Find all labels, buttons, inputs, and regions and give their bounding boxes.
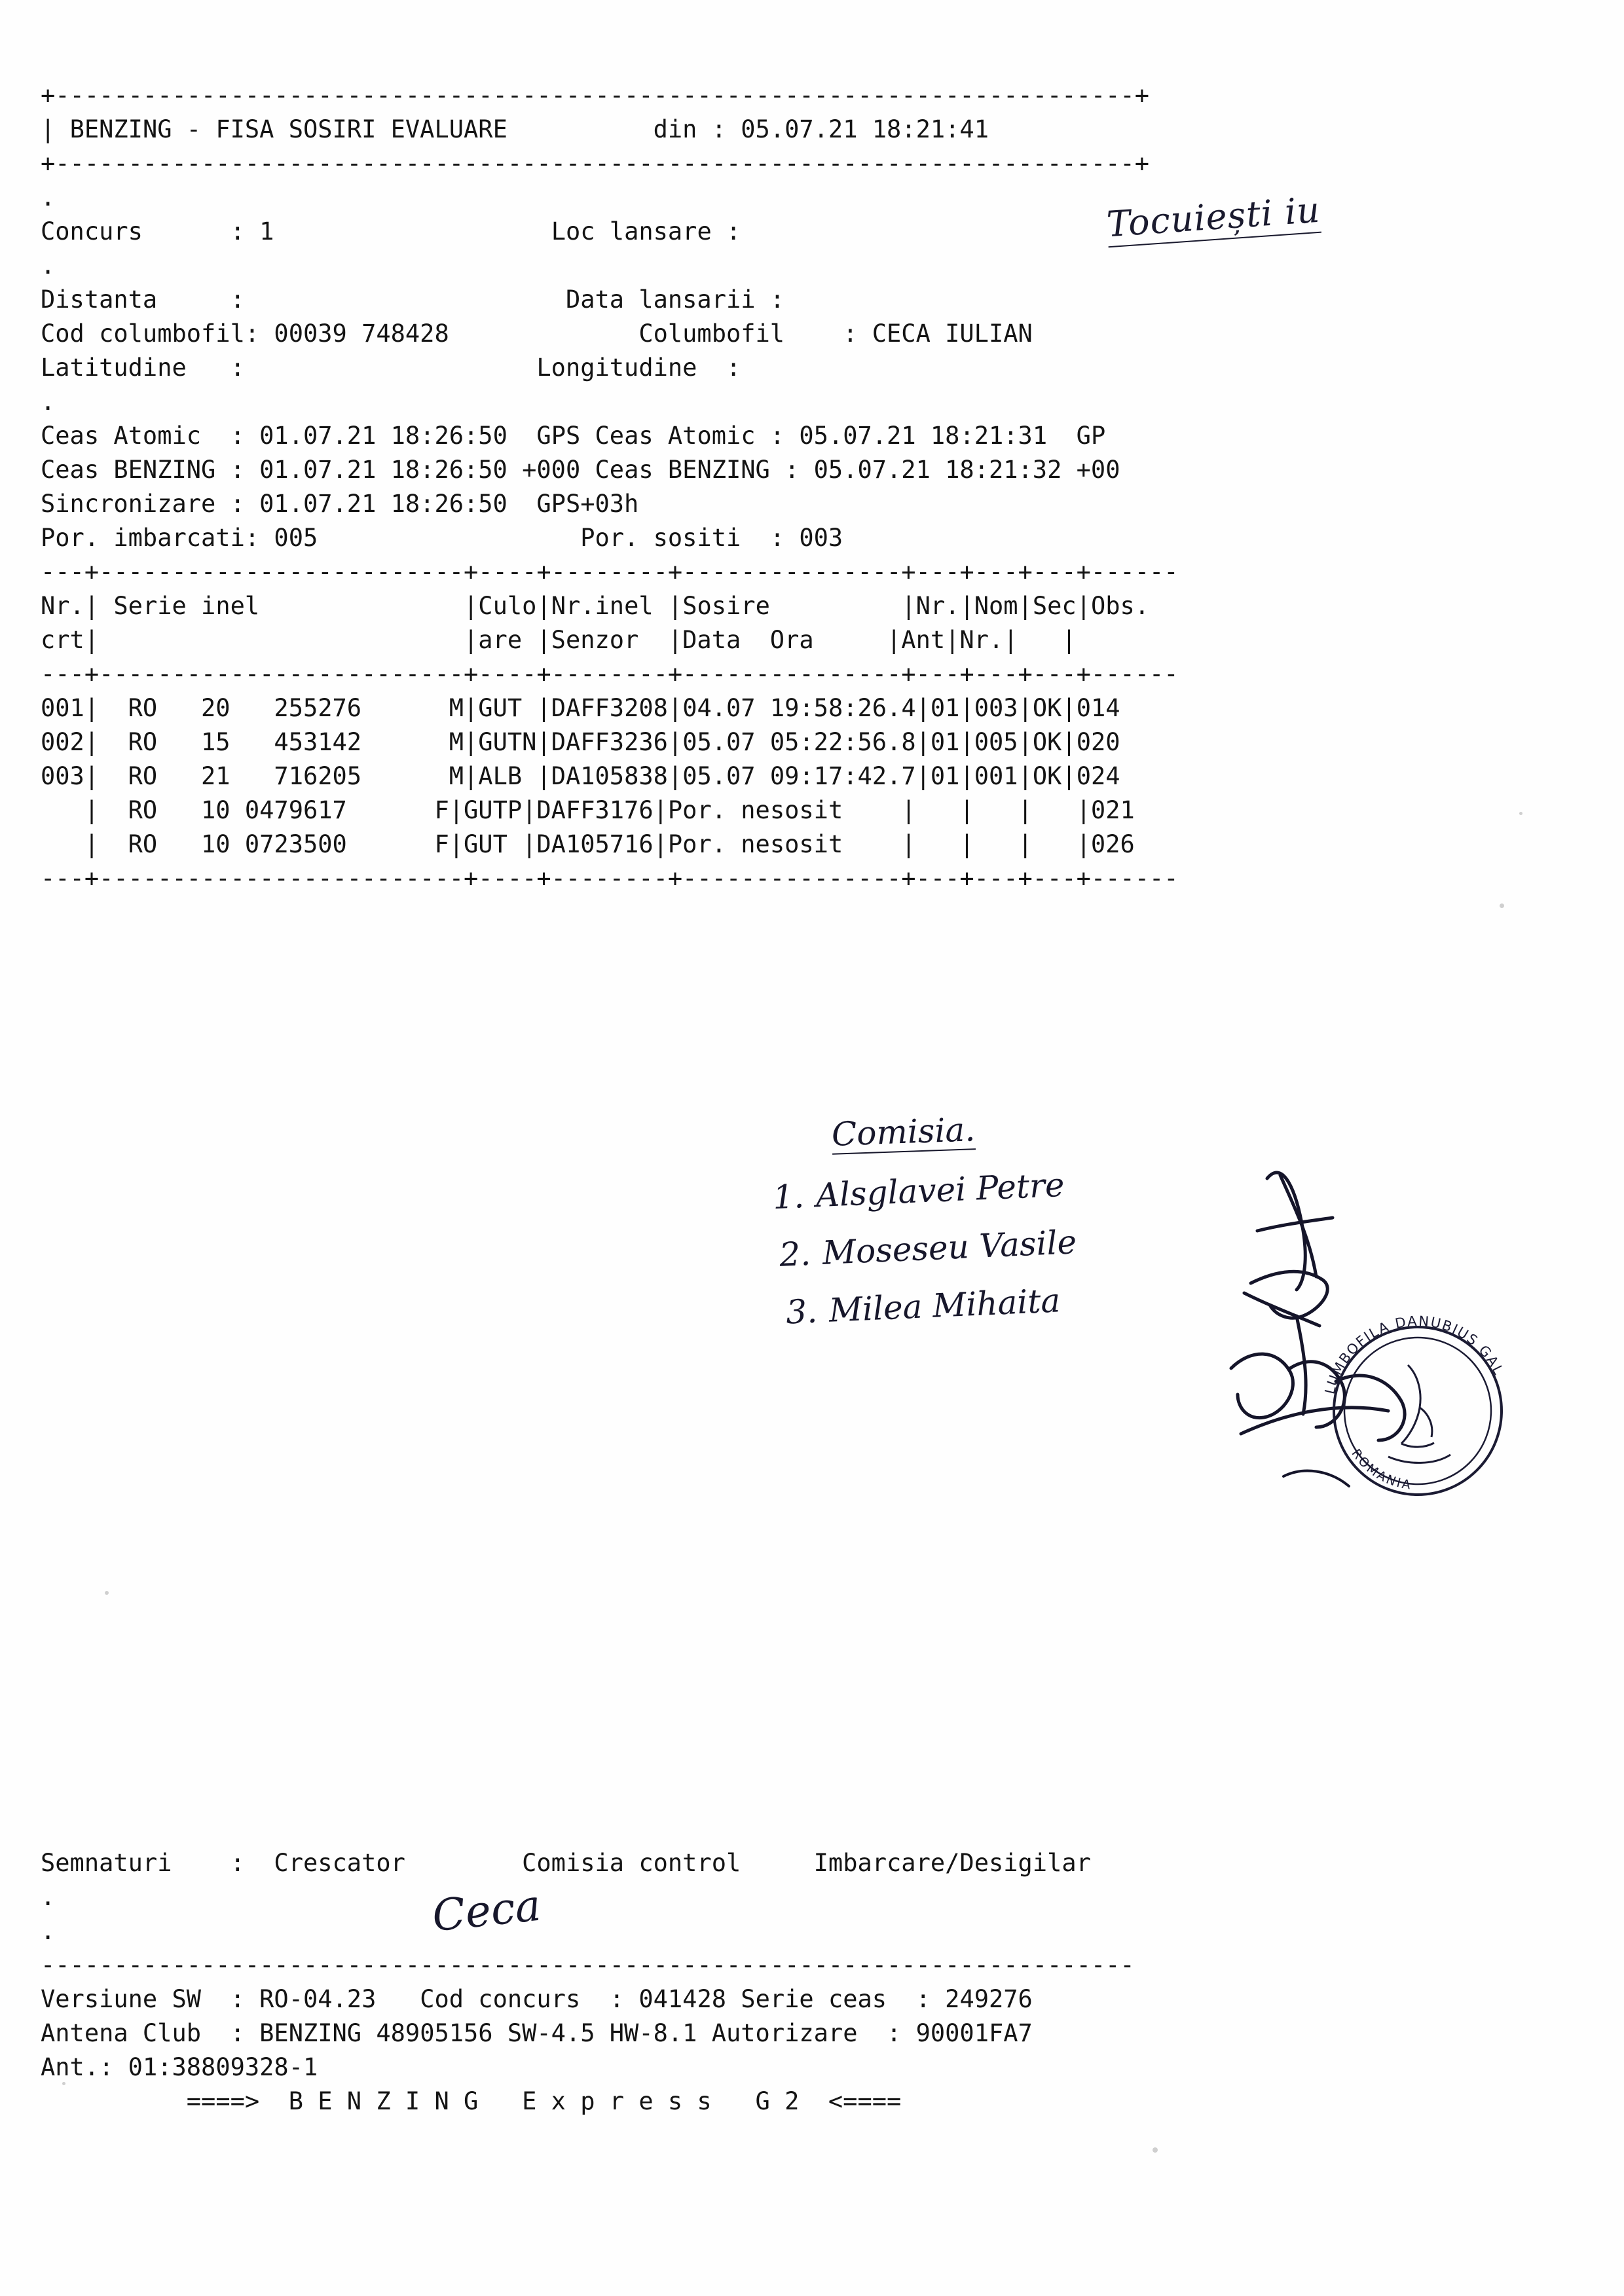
ceas-atomic-right: 05.07.21 18:21:31 xyxy=(799,422,1048,450)
commission-member-1-num: 1. xyxy=(771,1177,805,1217)
sincronizare-value: 01.07.21 18:26:50 xyxy=(259,490,507,518)
table-header-line-2: crt| |are |Senzor |Data Ora |Ant|Nr.| | xyxy=(41,626,1077,654)
ant-label: Ant.: xyxy=(41,2053,114,2081)
serie-ceas-value: 249276 xyxy=(945,1985,1033,2013)
th-sec: Sec xyxy=(1032,592,1077,620)
table-row: | RO 10 0723500 F|GUT |DA105716|Por. nesosit | | | |026 xyxy=(41,830,1135,858)
cell-obs: 021 xyxy=(1090,796,1135,824)
table-rule-head: ---+-------------------------+----+--------+---------------+---+---+---+------ xyxy=(41,660,1179,688)
imbarcare-label: Imbarcare/Desigilar xyxy=(813,1849,1091,1877)
crescator-label: Crescator xyxy=(274,1849,405,1877)
pad-c: : xyxy=(711,217,756,246)
cell-culoare: ALB xyxy=(478,762,523,790)
pad-h xyxy=(449,319,639,348)
footer-dashed-rule: --------------------------------------------------------------------------- xyxy=(41,1951,1135,1979)
pad-x xyxy=(507,490,537,518)
pad-l: : xyxy=(697,354,741,382)
cell-nr-inel-senzor: DAFF3208 xyxy=(551,694,668,722)
longitudine-label: Longitudine xyxy=(536,354,697,382)
cell-sec: OK xyxy=(1032,762,1062,790)
autorizare-value: 90001FA7 xyxy=(915,2019,1033,2047)
cell-serie-inel: RO 15 453142 xyxy=(128,728,362,756)
cell-culoare-m: M xyxy=(449,694,464,722)
ceas-atomic-left: 01.07.21 18:26:50 xyxy=(259,422,507,450)
pad-j: : xyxy=(186,354,245,382)
page-title: BENZING - FISA SOSIRI EVALUARE xyxy=(69,115,507,143)
ceas-atomic-right-suffix: GP xyxy=(1076,422,1106,450)
spacer-3: . xyxy=(41,388,56,416)
cell-nom-nr: 005 xyxy=(974,728,1018,756)
stamp-text-top: LUMBOFILA DANUBIUS GAL xyxy=(1321,1313,1507,1396)
antena-club-value: BENZING 48905156 SW-4.5 HW-8.1 xyxy=(259,2019,697,2047)
por-imbarcati-label: Por. imbarcati: xyxy=(41,524,260,552)
cell-serie-inel: RO 10 0723500 xyxy=(128,830,347,858)
cell-obs: 014 xyxy=(1076,694,1120,722)
pad-y xyxy=(259,524,274,552)
cod-concurs-value: 041428 xyxy=(638,1985,727,2013)
footer-spacer-2: . xyxy=(41,1917,56,1945)
commission-member-3-name: Milea Mihaita xyxy=(828,1281,1061,1330)
cell-nr-inel-senzor: DAFF3176 xyxy=(536,796,654,824)
columbofil-label: Columbofil xyxy=(638,319,785,348)
distanta-label: Distanta xyxy=(41,285,158,314)
por-sositi-label: Por. sositi xyxy=(580,524,741,552)
th-sosire: Sosire xyxy=(682,592,770,620)
cell-culoare-m: F xyxy=(434,830,449,858)
th-nom: Nom xyxy=(974,592,1018,620)
header-date: 05.07.21 18:21:41 xyxy=(741,115,989,143)
pad-d: : xyxy=(157,285,245,314)
cell-nr-inel-senzor: DAFF3236 xyxy=(551,728,668,756)
th-nr: Nr. xyxy=(41,592,84,620)
row-concurs xyxy=(41,215,1566,249)
th2-crt: crt xyxy=(41,626,84,654)
concurs-value: 1 xyxy=(259,217,274,246)
club-stamp xyxy=(1310,1303,1526,1519)
versiune-sw-value: RO-04.23 xyxy=(259,1985,377,2013)
pad-v xyxy=(1061,456,1076,484)
row-ceas-atomic xyxy=(41,419,1566,453)
loc-lansare-handwritten-text: Tocuiești iu xyxy=(1105,189,1321,248)
cell-culoare: GUTP xyxy=(464,796,523,824)
por-sositi-value: 003 xyxy=(799,524,843,552)
semnaturi-label: Semnaturi xyxy=(41,1849,172,1877)
th-serie-inel: Serie inel xyxy=(113,592,260,620)
cell-sosire: 05.07 09:17:42.7 xyxy=(682,762,916,790)
stamp-text-bottom: ROMANIA xyxy=(1348,1446,1414,1493)
comisia-control-label: Comisia control xyxy=(522,1849,741,1877)
ceas-atomic-label: Ceas Atomic xyxy=(41,422,202,450)
concurs-label: Concurs xyxy=(41,217,143,246)
row-distanta xyxy=(41,283,1566,317)
cell-sec: OK xyxy=(1032,694,1062,722)
row-sincronizare xyxy=(41,487,1566,521)
header-date-label: din : xyxy=(653,115,726,143)
footer-antena-row: Antena Club : BENZING 48905156 SW-4.5 HW-8.1 Autorizare : 90001FA7 xyxy=(41,2019,1033,2047)
cell-sosire: Por. nesosit xyxy=(667,830,843,858)
cell-serie-inel: RO 10 0479617 xyxy=(128,796,347,824)
pad-z xyxy=(318,524,580,552)
row-porumbei xyxy=(41,521,1566,555)
autorizare-label: Autorizare xyxy=(711,2019,858,2047)
table-row: | RO 10 0479617 F|GUTP|DAFF3176|Por. nesosit | | | |021 xyxy=(41,796,1135,824)
row-cod-columbofil xyxy=(41,317,1566,351)
pad-s xyxy=(507,456,522,484)
footer-signature-row: Semnaturi : Crescator Comisia control Imbarcare/Desigilar xyxy=(41,1849,1091,1877)
pad-q xyxy=(1047,422,1077,450)
crescator-signature: Ceca xyxy=(430,1880,544,1942)
ceas-benzing-left-suffix: +000 xyxy=(522,456,581,484)
footer-versiune-row: Versiune SW : RO-04.23 Cod concurs : 041428 Serie ceas : 249276 xyxy=(41,1985,1033,2013)
title-line xyxy=(41,113,1566,147)
th2-data-ora: Data Ora xyxy=(682,626,814,654)
serie-ceas-label: Serie ceas xyxy=(741,1985,887,2013)
antena-club-label: Antena Club xyxy=(41,2019,202,2047)
pad-o xyxy=(580,422,595,450)
ceas-benzing-label: Ceas BENZING xyxy=(41,456,216,484)
sincronizare-suffix: GPS+03h xyxy=(536,490,639,518)
cell-culoare-m: F xyxy=(434,796,449,824)
commission-member-1 xyxy=(772,1165,1077,1216)
cell-nr-crt-empty: | xyxy=(41,796,128,824)
pad-n xyxy=(507,422,537,450)
brand-line: ====> B E N Z I N G E x p r e s s G 2 <==== xyxy=(186,2087,902,2115)
loc-lansare-label: Loc lansare xyxy=(551,217,712,246)
table-row: 002| RO 15 453142 M|GUTN|DAFF3236|05.07 05:22:56.8|01|005|OK|020 xyxy=(41,728,1120,756)
th2-senzor: Senzor xyxy=(551,626,639,654)
row-latitudine xyxy=(41,351,1566,385)
scan-speck xyxy=(62,2082,65,2085)
cell-nom-nr: 003 xyxy=(974,694,1018,722)
pad-e xyxy=(245,285,566,314)
versiune-sw-label: Versiune SW xyxy=(41,1985,202,2013)
spacer-1: . xyxy=(41,183,56,211)
pad-i: : xyxy=(784,319,872,348)
cod-columbofil-value: 00039 748428 xyxy=(274,319,449,348)
footer-spacer-1: . xyxy=(41,1883,56,1911)
ceas-benzing-right-label: Ceas BENZING xyxy=(595,456,770,484)
ant-value: 01:38809328-1 xyxy=(128,2053,318,2081)
columbofil-value: CECA IULIAN xyxy=(872,319,1033,348)
pad-g xyxy=(259,319,274,348)
footer-body xyxy=(41,1846,1566,2119)
commission-member-3 xyxy=(785,1281,1077,1331)
commission-block xyxy=(753,1110,1078,1332)
pad-aa: : xyxy=(741,524,800,552)
scan-speck xyxy=(1519,812,1522,815)
rule-top: +--------------------------------------------------------------------------+ xyxy=(41,81,1149,109)
report-body xyxy=(41,79,1566,896)
th-nr2: Nr. xyxy=(915,592,960,620)
pad-r: : xyxy=(215,456,260,484)
cell-nr-crt: 003 xyxy=(41,762,84,790)
footer-brand-row xyxy=(41,2085,1566,2119)
cell-nr-inel-senzor: DA105838 xyxy=(551,762,668,790)
cell-serie-inel: RO 20 255276 xyxy=(128,694,362,722)
ceas-benzing-right-suffix: +00 xyxy=(1076,456,1120,484)
cell-sosire: Por. nesosit xyxy=(667,796,843,824)
cell-sosire: 05.07 05:22:56.8 xyxy=(682,728,916,756)
cell-nr-ant: 01 xyxy=(930,728,960,756)
pad-f: : xyxy=(755,285,785,314)
scan-speck xyxy=(1500,903,1504,908)
latitudine-label: Latitudine xyxy=(41,354,187,382)
cell-nom-nr: 001 xyxy=(974,762,1018,790)
cell-culoare: GUT xyxy=(478,694,523,722)
data-lansarii-label: Data lansarii xyxy=(565,285,756,314)
pad-t xyxy=(580,456,595,484)
sincronizare-label: Sincronizare xyxy=(41,490,216,518)
th-obs: Obs. xyxy=(1090,592,1150,620)
th2-ant: Ant xyxy=(901,626,946,654)
cell-sosire: 04.07 19:58:26.4 xyxy=(682,694,916,722)
ceas-atomic-left-suffix: GPS xyxy=(536,422,581,450)
ceas-benzing-right: 05.07.21 18:21:32 xyxy=(813,456,1062,484)
header-gap2 xyxy=(726,115,741,143)
cell-nr-inel-senzor: DA105716 xyxy=(536,830,654,858)
cod-concurs-label: Cod concurs xyxy=(420,1985,581,2013)
cell-culoare-m: M xyxy=(449,762,464,790)
title-gap xyxy=(507,115,654,143)
cell-obs: 020 xyxy=(1076,728,1120,756)
cell-nr-crt: 001 xyxy=(41,694,84,722)
pad-k xyxy=(245,354,537,382)
row-ceas-benzing xyxy=(41,453,1566,487)
cell-obs: 026 xyxy=(1090,830,1135,858)
pad-m: : xyxy=(201,422,260,450)
cell-nr-crt: 002 xyxy=(41,728,84,756)
title-pipe: | xyxy=(41,115,70,143)
th-culoare: Culo xyxy=(478,592,537,620)
scan-speck xyxy=(105,1591,109,1595)
table-row: 003| RO 21 716205 M|ALB |DA105838|05.07 09:17:42.7|01|001|OK|024 xyxy=(41,762,1120,790)
cod-columbofil-label: Cod columbofil: xyxy=(41,319,260,348)
cell-culoare: GUT xyxy=(464,830,507,858)
rule-mid: +--------------------------------------------------------------------------+ xyxy=(41,149,1149,177)
pad-u: : xyxy=(769,456,814,484)
cell-culoare: GUTN xyxy=(478,728,537,756)
pad-b xyxy=(274,217,551,246)
cell-nr-crt-empty: | xyxy=(41,830,128,858)
scan-speck xyxy=(1153,2147,1158,2153)
ceas-atomic-right-label: Ceas Atomic xyxy=(595,422,756,450)
spacer-2: . xyxy=(41,251,56,280)
commission-title: Comisia. xyxy=(831,1110,976,1154)
ceas-benzing-left: 01.07.21 18:26:50 xyxy=(259,456,507,484)
cell-obs: 024 xyxy=(1076,762,1120,790)
th2-are: are xyxy=(478,626,523,654)
table-rule-bottom: ---+-------------------------+----+--------+---------------+---+---+---+------ xyxy=(41,864,1179,892)
commission-member-2-name: Moseseu Vasile xyxy=(821,1223,1078,1273)
commission-member-1-name: Alsglavei Petre xyxy=(815,1165,1065,1215)
cell-nr-ant: 01 xyxy=(930,762,960,790)
cell-nr-ant: 01 xyxy=(930,694,960,722)
table-row: 001| RO 20 255276 M|GUT |DAFF3208|04.07 19:58:26.4|01|003|OK|014 xyxy=(41,694,1120,722)
pad-a: : xyxy=(142,217,260,246)
th2-nr: Nr. xyxy=(959,626,1004,654)
footer-ant-row xyxy=(41,2050,1566,2085)
pad-p: : xyxy=(755,422,800,450)
th-nr-inel: Nr.inel xyxy=(551,592,654,620)
commission-member-3-num: 3. xyxy=(784,1292,819,1332)
cell-sec: OK xyxy=(1032,728,1062,756)
table-rule-top: ---+-------------------------+----+--------+---------------+---+---+---+------ xyxy=(41,558,1179,586)
table-header-line-1: Nr.| Serie inel |Culo|Nr.inel |Sosire |Nr.|Nom|Sec|Obs. xyxy=(41,592,1150,620)
por-imbarcati-value: 005 xyxy=(274,524,318,552)
cell-culoare-m: M xyxy=(449,728,464,756)
commission-member-2-num: 2. xyxy=(778,1234,812,1274)
pad-w: : xyxy=(215,490,260,518)
cell-serie-inel: RO 21 716205 xyxy=(128,762,362,790)
commission-member-2 xyxy=(779,1223,1077,1274)
